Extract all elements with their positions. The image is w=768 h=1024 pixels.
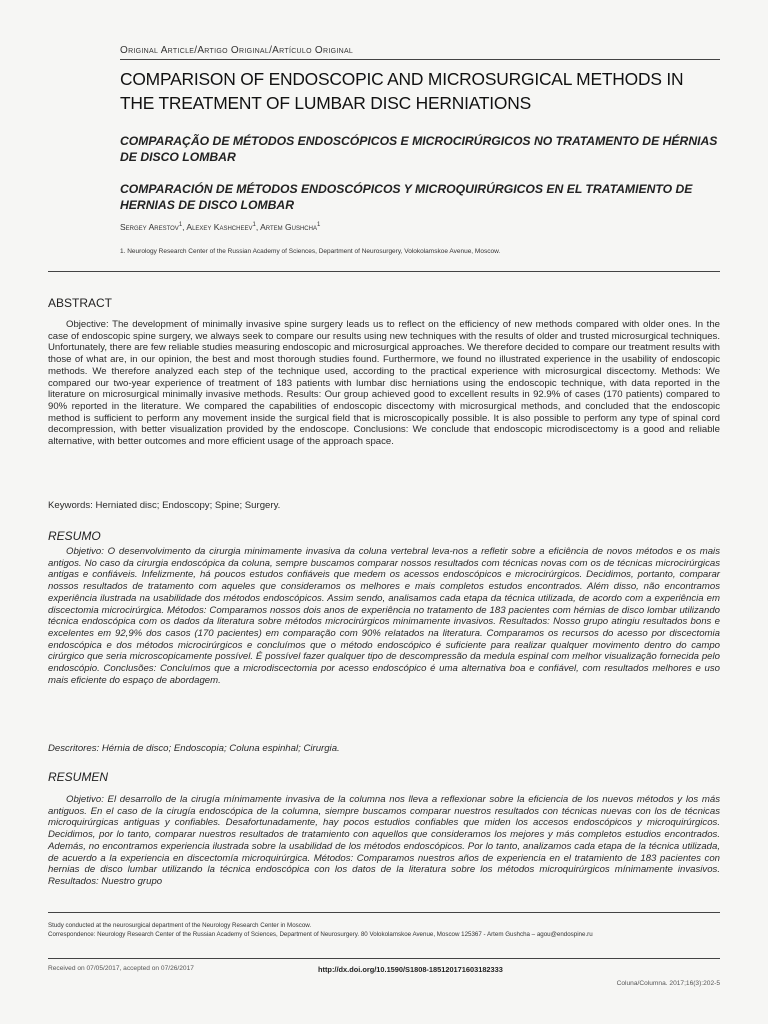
abstract-text: Objective: The development of minimally invasive spine surgery leads us to reflect on the efficiency of new methods compared with older ones. In the case of endoscopic spine surgery, we always seek to compare our results using new techniques with the results of older and trusted microsurgical techniques. Unfortunately, there are few reliable studies measuring endoscopic and microsurgical approaches. We therefore decided to compare our treatment results with those of what are, in our opinion, the best and most thorough studies found. Furthermore, we found no illustrated experience in the usability of endoscopic methods. We therefore analyzed each step of the technique used, according to the practical experience with microsurgical discectomy. Methods: We compared our two-year experience of treatment of 183 patients with lumbar disc herniations using the endoscopic technique, with data reported in the literature on microsurgical minimally invasive methods. Results: Our group achieved good to excellent results in 92.9% of cases (170 patients) compared to 90% reported in the literature. We compared the capabilities of endoscopic discectomy with microsurgical methods, and concluded that the endoscopic method is sufficient to perform any movement inside the surgical field that is microscopically possible. It is also possible to perform any type of spinal cord decompression, with better visualization provided by the endoscope. Conclusions: We conclude that endoscopic microdiscectomy is a good and reliable alternative, with better outcomes and more efficient usage of the approach space. [48, 319, 720, 448]
doi-link[interactable]: http://dx.doi.org/10.1590/S1808-185120171603182333 [318, 965, 503, 974]
journal-citation: Coluna/Columna. 2017;16(3):202-5 [616, 980, 720, 987]
section-tag: Original Article/Artigo Original/Artículo Original [120, 45, 354, 56]
author-name: Alexey Kashcheev [186, 222, 253, 232]
resumen-heading: RESUMEN [48, 770, 109, 784]
author-affiliation-mark: 1 [316, 222, 321, 229]
author-affiliation-mark: 1 [178, 222, 183, 229]
resumo-keywords: Descritores: Hérnia de disco; Endoscopia; Coluna espinhal; Cirurgia. [48, 743, 340, 754]
resumo-text: Objetivo: O desenvolvimento da cirurgia minimamente invasiva da coluna vertebral leva-nos a refletir sobre a eficiência de novos métodos e os mais antigos. No caso da cirurgia endoscópica da coluna, sempre buscamos comparar nossos resultados com técnicas novas com os de técnicas microcirúrgicas antigas e confiáveis. Infelizmente, há poucos estudos confiáveis que medem os acessos endoscópicos e microcirúrgicos. Decidimos, portanto, comparar nossos resultados de tratamento com aqueles que consideramos os melhores e mais completos estudos encontrados. Além disso, não encontramos experiência ilustrada na usabilidade dos métodos endoscópicos. Assim sendo, analisamos cada etapa da técnica utilizada, de acordo com a experiência em discectomia microcirúrgica. Métodos: Comparamos nossos dois anos de experiência no tratamento de 183 pacientes com hérnias de disco lombar utilizando técnica endoscópica com os dados da literatura sobre métodos microcirúrgicos minimamente invasivos. Resultados: Nosso grupo atingiu resultados bons e excelentes em 92,9% dos casos (170 pacientes) em comparação com 90% relatados na literatura. Comparamos os recursos do acesso por discectomia endoscópica e dos métodos microcirúrgicos e concluímos que o método endoscópico é suficiente para realizar qualquer movimento dentro do campo cirúrgico que seria microscopicamente possível. É possível fazer qualquer tipo de descompressão da medula espinal com melhor visualização fornecida pelo endoscópio. Conclusões: Concluímos que a microdiscectomia por acesso endoscópico é uma alternativa boa e confiável, com resultados melhores e uso mais eficiente do espaço de abordagem. [48, 546, 720, 686]
abstract-keywords: Keywords: Herniated disc; Endoscopy; Spine; Surgery. [48, 500, 281, 511]
header-rule [120, 59, 720, 60]
correspondence: Correspondence: Neurology Research Center of the Russian Academy of Sciences, Department of Neurosurgery. 80 Volokolamskoe Avenue, Moscow 125367 - Artem Gushcha – agou@endospine.ru [48, 931, 593, 938]
footer-divider-bottom [48, 958, 720, 959]
affiliation: 1. Neurology Research Center of the Russian Academy of Sciences, Department of Neurosurgery, Volokolamskoe Avenue, Moscow. [120, 248, 501, 255]
resumen-text: Objetivo: El desarrollo de la cirugía mínimamente invasiva de la columna nos lleva a reflexionar sobre la eficiencia de los nuevos métodos y los más antiguos. En el caso de la cirugía endoscópica de la columna, siempre buscamos comparar nuestros resultados con técnicas nuevas con los de técnicas microquirúrgicas antiguas y confiables. Desafortunadamente, hay pocos estudios confiables que miden los accesos endoscópicos y microquirúrgicos. Decidimos, por lo tanto, comparar nuestros resultados de tratamiento con aquellos que consideramos los mejores y más completos estudios encontrados. Además, no encontramos experiencia ilustrada sobre la usabilidad de los métodos endoscópicos. Por lo tanto, analizamos cada etapa de la técnica utilizada, de acuerdo a la experiencia en discectomía microquirúrgica. Métodos: Comparamos nuestros años de experiencia en el tratamiento de 183 pacientes con hernias de disco lumbar utilizando la técnica endoscópica con los datos de la literatura sobre los métodos microquirúrgicos mínimamente invasivos. Resultados: Nuestro grupo [48, 794, 720, 887]
title-english: COMPARISON OF ENDOSCOPIC AND MICROSURGICAL METHODS IN THE TREATMENT OF LUMBAR DISC HERNIATIONS [120, 69, 684, 113]
abstract-heading: ABSTRACT [48, 296, 113, 310]
title-portuguese: COMPARAÇÃO DE MÉTODOS ENDOSCÓPICOS E MICROCIRÚRGICOS NO TRATAMENTO DE HÉRNIAS DE DISCO LOMBAR [120, 134, 718, 164]
title-spanish: COMPARACIÓN DE MÉTODOS ENDOSCÓPICOS Y MICROQUIRÚRGICOS EN EL TRATAMIENTO DE HERNIAS DE DISCO LOMBAR [120, 182, 693, 212]
author-list: Sergey Arestov$^1$, Alexey Kashcheev$^1$, Artem Gushcha$^1$ [120, 222, 321, 232]
received-date: Received on 07/05/2017, accepted on 07/26/2017 [48, 965, 194, 972]
footer-divider [48, 912, 720, 913]
author-name: Sergey Arestov [120, 222, 179, 232]
resumo-heading: RESUMO [48, 529, 101, 543]
author-affiliation-mark: 1 [252, 222, 256, 229]
study-note: Study conducted at the neurosurgical department of the Neurology Research Center in Moscow. [48, 922, 312, 929]
author-name: Artem Gushcha [260, 222, 317, 232]
divider [48, 271, 720, 272]
